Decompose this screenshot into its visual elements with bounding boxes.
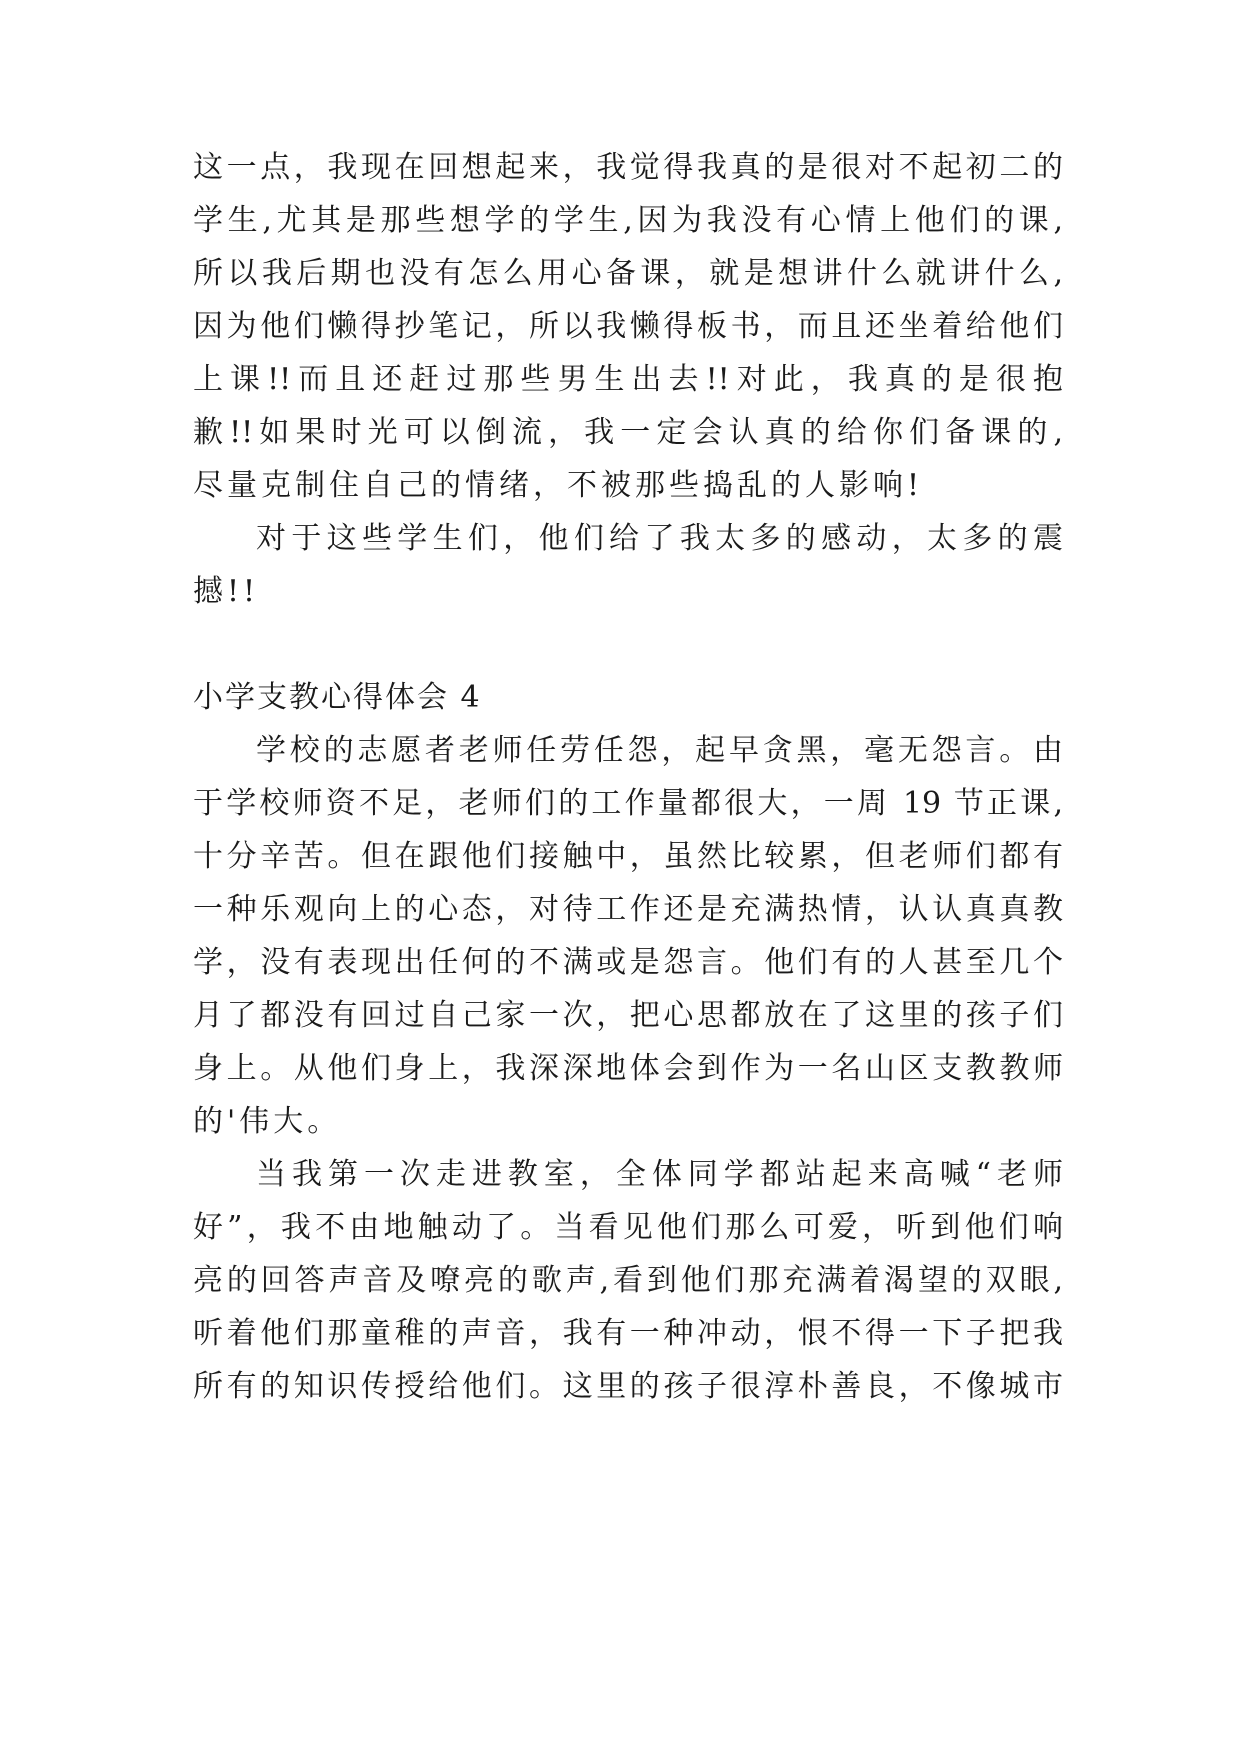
text-line: 尽量克制住自己的情绪，不被那些捣乱的人影响! [193,468,924,503]
text-line: 当我第一次走进教室，全体同学都站起来高喊“老师 [256,1157,1063,1192]
text-line: 歉!!如果时光可以倒流，我一定会认真的给你们备课的, [193,415,1063,450]
text-line: 学生,尤其是那些想学的学生,因为我没有心情上他们的课, [193,203,1063,238]
text-line: 因为他们懒得抄笔记，所以我懒得板书，而且还坐着给他们 [193,309,1063,344]
text-line: 于学校师资不足，老师们的工作量都很大，一周 19 节正课, [193,786,1063,821]
text-line: 好”，我不由地触动了。当看见他们那么可爱，听到他们响 [193,1210,1063,1245]
text-line: 一种乐观向上的心态，对待工作还是充满热情，认认真真教 [193,892,1063,927]
text-line: 亮的回答声音及嘹亮的歌声,看到他们那充满着渴望的双眼, [193,1263,1063,1298]
text-line: 十分辛苦。但在跟他们接触中，虽然比较累，但老师们都有 [193,839,1063,874]
text-line: 听着他们那童稚的声音，我有一种冲动，恨不得一下子把我 [193,1316,1063,1351]
text-line: 月了都没有回过自己家一次，把心思都放在了这里的孩子们 [193,998,1063,1033]
text-line: 学校的志愿者老师任劳任怨，起早贪黑，毫无怨言。由 [256,733,1063,768]
text-line: 撼!! [193,574,260,609]
text-line: 所以我后期也没有怎么用心备课，就是想讲什么就讲什么, [193,256,1063,291]
text-line: 的'伟大。 [193,1104,342,1139]
text-line: 对于这些学生们，他们给了我太多的感动，太多的震 [256,521,1063,556]
text-line: 这一点，我现在回想起来，我觉得我真的是很对不起初二的 [193,150,1063,185]
text-line: 所有的知识传授给他们。这里的孩子很淳朴善良，不像城市 [193,1369,1063,1404]
section-heading: 小学支教心得体会 4 [193,680,482,715]
text-line: 学，没有表现出任何的不满或是怨言。他们有的人甚至几个 [193,945,1063,980]
text-line: 身上。从他们身上，我深深地体会到作为一名山区支教教师 [193,1051,1063,1086]
text-line: 上课!!而且还赶过那些男生出去!!对此，我真的是很抱 [193,362,1063,397]
